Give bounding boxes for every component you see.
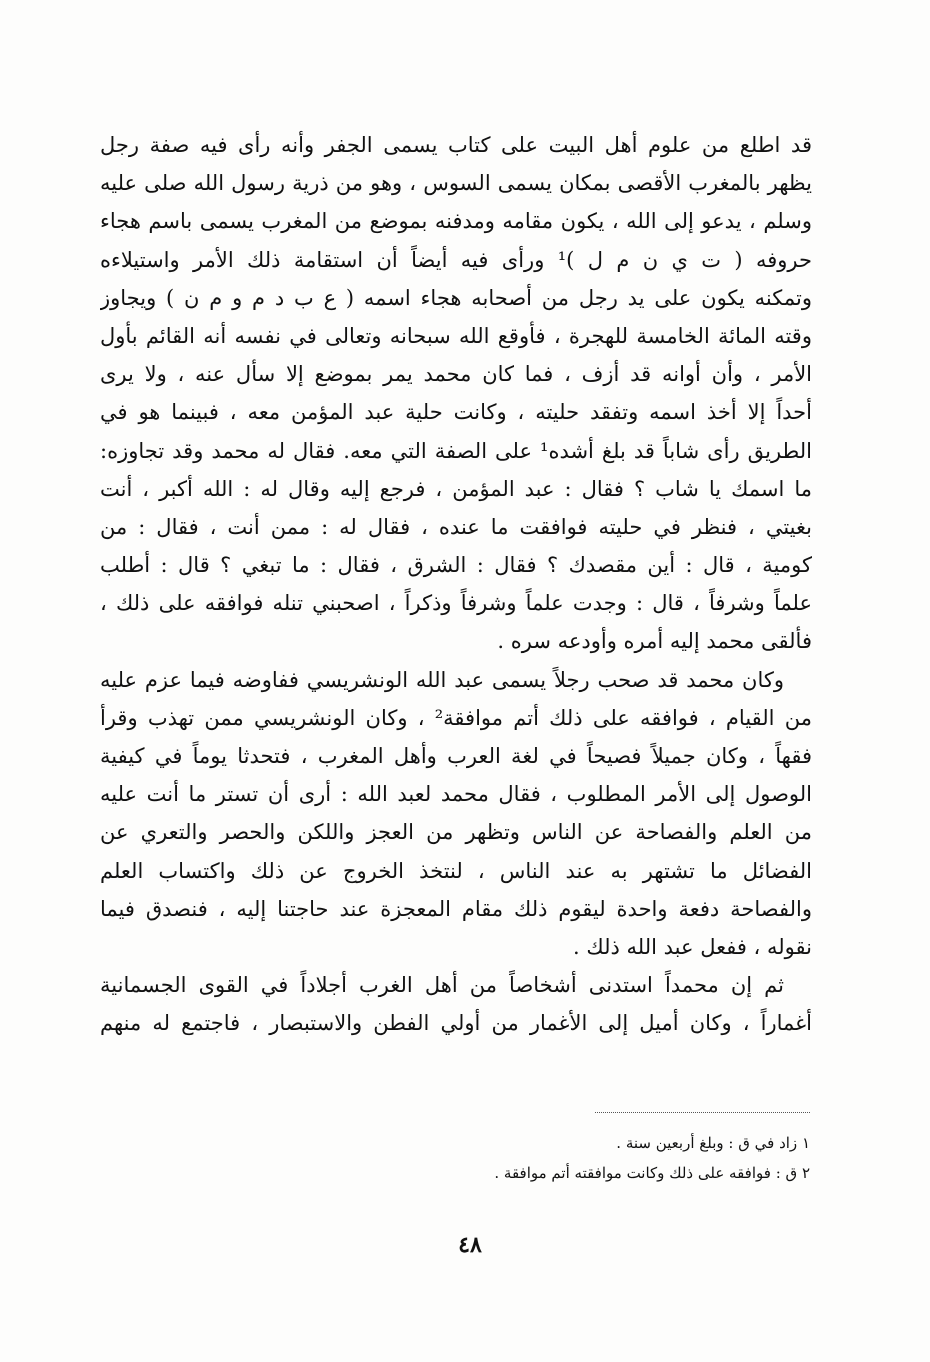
footnotes <box>300 1128 810 1188</box>
text-line: الأمر ، وأن أوانه قد أزف ، فما كان محمد يمر بموضع إلا سأل عنه ، ولا يرى <box>100 362 812 387</box>
text-line: بغيتي ، فنظر في حليته فوافقت ما عنده ، فقال له : ممن أنت ، فقال : من <box>100 514 812 539</box>
main-text <box>100 126 812 1043</box>
text-line: وكان محمد قد صحب رجلاً يسمى عبد الله الونشريسي ففاوضه فيما عزم عليه <box>100 667 784 692</box>
text-line: نقوله ، ففعل عبد الله ذلك . <box>573 934 812 959</box>
text-line: أحداً إلا أخذ اسمه وتفقد حليته ، وكانت حلية عبد المؤمن معه ، فبينما هو في <box>100 400 812 425</box>
text-line: أغماراً ، وكان أميل إلى الأغمار من أولي الفطن والاستبصار ، فاجتمع له منهم <box>100 1011 812 1036</box>
text-line: فألقى محمد إليه أمره وأودعه سره . <box>497 629 812 654</box>
text-line: الوصول إلى الأمر المطلوب ، فقال محمد لعبد الله : أرى أن تستر ما أنت عليه <box>100 782 812 807</box>
text-line: وسلم ، يدعو إلى الله ، يكون مقامه ومدفنه بموضع من المغرب يسمى باسم هجاء <box>100 209 812 234</box>
text-line: من القيام ، فوافقه على ذلك أتم موافقة² ، وكان الونشريسي ممن تهذب وقرأ <box>100 705 812 730</box>
text-line: من العلم والفصاحة عن الناس وتظهر من العجز واللكن والحصر والتعري عن <box>100 820 812 845</box>
text-line: كومية ، قال : أين مقصدك ؟ فقال : الشرق ، فقال : ما تبغي ؟ قال : أطلب <box>100 553 812 578</box>
text-line: حروفه ( ت ي ن م ل )¹ ورأى فيه أيضاً أن استقامة ذلك الأمر واستيلاءه <box>100 247 812 272</box>
text-line: يظهر بالمغرب الأقصى بمكان يسمى السوس ، وهو من ذرية رسول الله صلى عليه <box>100 171 812 196</box>
text-line: علماً وشرفاً ، قال : وجدت علماً وشرفاً وذكراً ، اصحبني تنله فوافقه على ذلك ، <box>100 591 812 616</box>
text-line: ما اسمك يا شاب ؟ فقال : عبد المؤمن ، فرجع إليه وقال له : الله أكبر ، أنت <box>100 476 812 501</box>
text-line: فقهاً ، وكان جميلاً فصيحاً في لغة العرب وأهل المغرب ، فتحدثا يوماً في كيفية <box>100 744 812 768</box>
footnote-2: ٢ ق : فوافقه على ذلك وكانت موافقته أتم موافقة . <box>494 1164 810 1182</box>
text-line: ثم إن محمداً استدنى أشخاصاً من أهل الغرب أجلاداً في القوى الجسمانية <box>100 973 784 998</box>
text-line: والفصاحة دفعة واحدة ليقوم ذلك مقام المعجزة عند حاجتنا إليه ، فنصدق فيما <box>100 896 812 921</box>
footnote-divider <box>595 1112 810 1113</box>
footnote-1: ١ زاد في ق : وبلغ أربعين سنة . <box>616 1134 810 1152</box>
text-line: وقته المائة الخامسة للهجرة ، فأوقع الله سبحانه وتعالى في نفسه أنه القائم بأول <box>100 323 812 348</box>
text-line: الطريق رأى شاباً قد بلغ أشده¹ على الصفة التي معه. فقال له محمد وقد تجاوزه: <box>100 438 812 463</box>
text-line: قد اطلع من علوم أهل البيت على كتاب يسمى الجفر وأنه رأى فيه صفة رجل <box>100 133 812 157</box>
text-line: الفضائل ما تشتهر به عند الناس ، لنتخذ الخروج عن ذلك واكتساب العلم <box>100 858 812 883</box>
page-number: ٤٨ <box>458 1232 482 1258</box>
text-line: وتمكنه يكون على يد رجل من أصحابه هجاء اسمه ( ع ب د م و م ن ) ويجاوز <box>100 285 812 310</box>
